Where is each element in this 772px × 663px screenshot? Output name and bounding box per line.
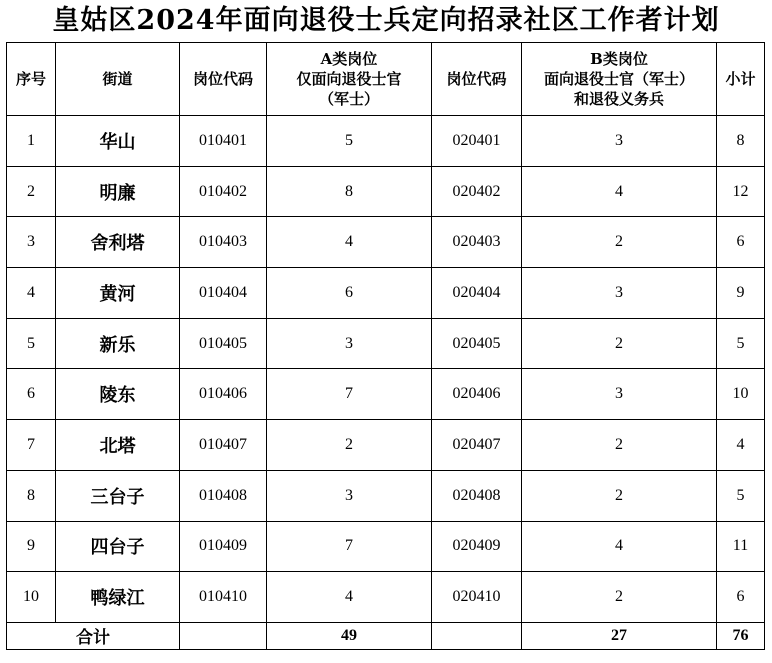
- table-row: [7, 268, 765, 319]
- cell-subtotal: 5: [717, 318, 765, 369]
- table-row: [7, 572, 765, 623]
- page-title: 皇姑区2024年面向退役士兵定向招录社区工作者计划: [52, 5, 720, 36]
- cell-a-count: 3: [267, 318, 432, 369]
- cell-seq: 6: [7, 369, 56, 420]
- cell-b-count: 3: [522, 369, 717, 420]
- header-code-a: 岗位代码: [180, 43, 267, 116]
- cell-seq: 4: [7, 268, 56, 319]
- cell-street: 黄河: [56, 268, 180, 319]
- cell-b-count: 2: [522, 420, 717, 471]
- header-a-line-3: （军士）: [318, 90, 379, 108]
- cell-a-count: 4: [267, 217, 432, 268]
- cell-code-b: 020405: [432, 318, 522, 369]
- cell-subtotal: 11: [717, 521, 765, 572]
- cell-code-a: 010405: [180, 318, 267, 369]
- cell-subtotal: 6: [717, 217, 765, 268]
- table-row: [7, 318, 765, 369]
- cell-b-count: 2: [522, 318, 717, 369]
- cell-seq: 8: [7, 470, 56, 521]
- cell-code-a: 010403: [180, 217, 267, 268]
- cell-a-count: 8: [267, 166, 432, 217]
- cell-seq: 5: [7, 318, 56, 369]
- cell-code-a: 010407: [180, 420, 267, 471]
- recruitment-plan-table: [6, 42, 765, 650]
- cell-street: 北塔: [56, 420, 180, 471]
- table-row: [7, 521, 765, 572]
- cell-subtotal: 4: [717, 420, 765, 471]
- cell-code-b: 020408: [432, 470, 522, 521]
- cell-seq: 9: [7, 521, 56, 572]
- cell-code-b: 020404: [432, 268, 522, 319]
- header-row: [7, 43, 765, 116]
- cell-code-a: 010402: [180, 166, 267, 217]
- cell-code-a: 010406: [180, 369, 267, 420]
- cell-seq: 10: [7, 572, 56, 623]
- table-row: [7, 116, 765, 167]
- cell-a-count: 7: [267, 369, 432, 420]
- header-street: 街道: [56, 43, 180, 116]
- cell-seq: 7: [7, 420, 56, 471]
- cell-code-b: 020401: [432, 116, 522, 167]
- cell-b-count: 3: [522, 268, 717, 319]
- cell-subtotal: 5: [717, 470, 765, 521]
- cell-a-count: 7: [267, 521, 432, 572]
- totals-b: 27: [522, 622, 717, 649]
- cell-street: 鸭绿江: [56, 572, 180, 623]
- cell-b-count: 2: [522, 470, 717, 521]
- cell-b-count: 4: [522, 521, 717, 572]
- table-row: [7, 420, 765, 471]
- cell-b-count: 4: [522, 166, 717, 217]
- cell-code-b: 020403: [432, 217, 522, 268]
- header-a-category: [267, 43, 432, 116]
- cell-code-b: 020409: [432, 521, 522, 572]
- cell-seq: 2: [7, 166, 56, 217]
- cell-b-count: 2: [522, 572, 717, 623]
- cell-code-a: 010408: [180, 470, 267, 521]
- cell-street: 四台子: [56, 521, 180, 572]
- cell-code-a: 010410: [180, 572, 267, 623]
- totals-label: 合计: [7, 622, 180, 649]
- cell-code-b: 020410: [432, 572, 522, 623]
- cell-a-count: 3: [267, 470, 432, 521]
- cell-subtotal: 6: [717, 572, 765, 623]
- cell-subtotal: 10: [717, 369, 765, 420]
- cell-code-a: 010409: [180, 521, 267, 572]
- cell-seq: 1: [7, 116, 56, 167]
- totals-a: 49: [267, 622, 432, 649]
- header-subtotal: 小计: [717, 43, 765, 116]
- cell-code-b: 020406: [432, 369, 522, 420]
- table-row: [7, 217, 765, 268]
- table-row: [7, 166, 765, 217]
- totals-empty-cell: [180, 622, 267, 649]
- totals-subtotal: 76: [717, 622, 765, 649]
- cell-a-count: 5: [267, 116, 432, 167]
- cell-street: 明廉: [56, 166, 180, 217]
- cell-seq: 3: [7, 217, 56, 268]
- cell-a-count: 2: [267, 420, 432, 471]
- cell-street: 华山: [56, 116, 180, 167]
- header-b-category: [522, 43, 717, 116]
- table-row: [7, 369, 765, 420]
- cell-street: 新乐: [56, 318, 180, 369]
- totals-row: [7, 622, 765, 649]
- cell-subtotal: 12: [717, 166, 765, 217]
- cell-street: 三台子: [56, 470, 180, 521]
- cell-subtotal: 8: [717, 116, 765, 167]
- header-a-line-2: 仅面向退役士官: [296, 70, 402, 88]
- header-code-b: 岗位代码: [432, 43, 522, 116]
- cell-street: 舍利塔: [56, 217, 180, 268]
- cell-a-count: 6: [267, 268, 432, 319]
- cell-code-b: 020402: [432, 166, 522, 217]
- cell-street: 陵东: [56, 369, 180, 420]
- cell-b-count: 2: [522, 217, 717, 268]
- cell-code-a: 010401: [180, 116, 267, 167]
- table-row: [7, 470, 765, 521]
- header-a-line-1: A类岗位: [320, 50, 378, 68]
- totals-empty-cell: [432, 622, 522, 649]
- cell-a-count: 4: [267, 572, 432, 623]
- header-b-line-3: 和退役义务兵: [573, 90, 664, 108]
- cell-b-count: 3: [522, 116, 717, 167]
- header-b-line-1: B类岗位: [590, 50, 648, 68]
- cell-code-b: 020407: [432, 420, 522, 471]
- header-b-line-2: 面向退役士官（军士）: [543, 70, 694, 88]
- header-seq: 序号: [7, 43, 56, 116]
- cell-subtotal: 9: [717, 268, 765, 319]
- cell-code-a: 010404: [180, 268, 267, 319]
